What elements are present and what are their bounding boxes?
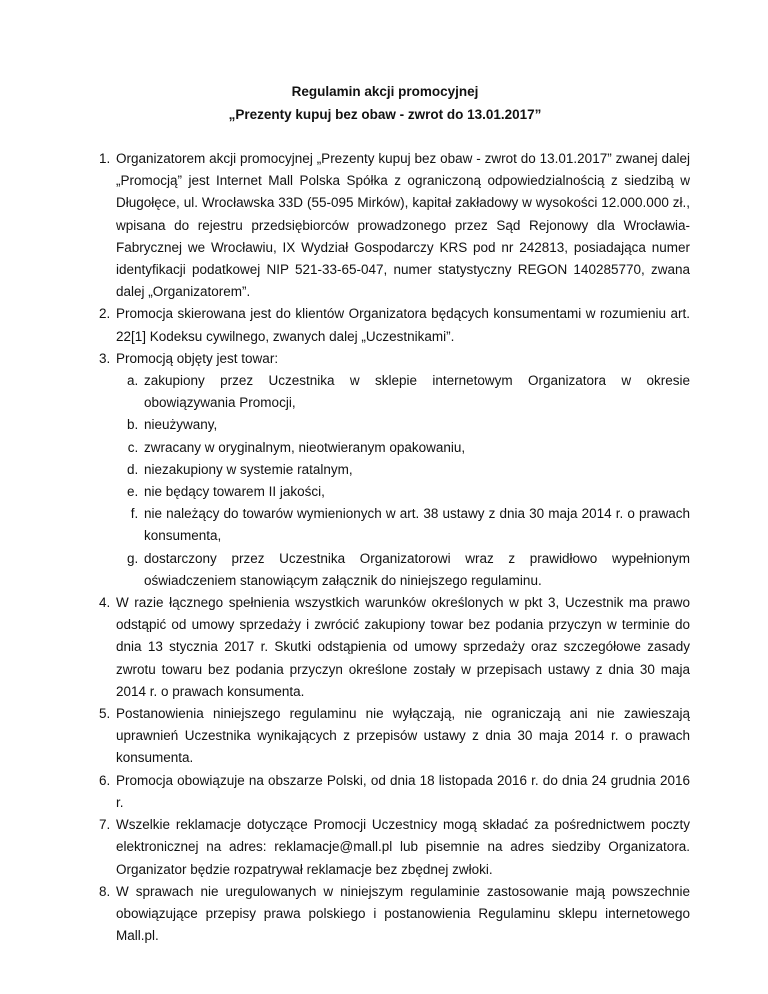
regulation-item-2: 2. Promocja skierowana jest do klientów Organizatora będących konsumentami w rozumieniu art. 22[1] Kodeksu cywilnego, zwanych dalej „Uczestnikami”. [114, 303, 690, 347]
condition-item-g: g. dostarczony przez Uczestnika Organizatorowi wraz z prawidłowo wypełnionym oświadczeniem stanowiącym załącznik do niniejszego regulaminu. [142, 548, 690, 592]
document-subtitle: „Prezenty kupuj bez obaw - zwrot do 13.01.2017” [228, 107, 542, 122]
title-block [80, 80, 690, 126]
regulation-item-1: 1. Organizatorem akcji promocyjnej „Prezenty kupuj bez obaw - zwrot do 13.01.2017” zwanej dalej „Promocją” jest Internet Mall Polska Spółka z ograniczoną odpowiedzialnością z siedzibą w Długołęce, ul. Wrocławska 33D (55-095 Mirków), kapitał zakładowy w wysokości 12.000.000 zł., wpisana do rejestru przedsiębiorców prowadzonego przez Sąd Rejonowy dla Wrocławia-Fabrycznej we Wrocławiu, IX Wydział Gospodarczy KRS pod nr 242813, posiadająca numer identyfikacji podatkowej NIP 521-33-65-047, numer statystyczny REGON 140285770, zwana dalej „Organizatorem”. [114, 148, 690, 303]
condition-item-f: f. nie należący do towarów wymienionych w art. 38 ustawy z dnia 30 maja 2014 r. o prawach konsumenta, [142, 503, 690, 547]
regulation-item-5: 5. Postanowienia niniejszego regulaminu nie wyłączają, nie ograniczają ani nie zawieszają uprawnień Uczestnika wynikających z przepisów ustawy z dnia 30 maja 2014 r. o prawach konsumenta. [114, 703, 690, 770]
regulation-item-4: 4. W razie łącznego spełnienia wszystkich warunków określonych w pkt 3, Uczestnik ma prawo odstąpić od umowy sprzedaży i zwrócić zakupiony towar bez podania przyczyn w terminie do dnia 13 stycznia 2017 r. Skutki odstąpienia od umowy sprzedaży oraz szczegółowe zasady zwrotu towaru bez podania przyczyn określone zostały w przepisach ustawy z dnia 30 maja 2014 r. o prawach konsumenta. [114, 592, 690, 703]
document-title: Regulamin akcji promocyjnej [291, 84, 479, 99]
condition-item-b: b. nieużywany, [142, 414, 690, 436]
condition-item-e: e. nie będący towarem II jakości, [142, 481, 690, 503]
condition-item-a: a. zakupiony przez Uczestnika w sklepie internetowym Organizatora w okresie obowiązywania Promocji, [142, 370, 690, 414]
regulation-item-3-text: Promocją objęty jest towar: [116, 350, 279, 366]
regulation-item-6: 6. Promocja obowiązuje na obszarze Polski, od dnia 18 listopada 2016 r. do dnia 24 grudnia 2016 r. [114, 770, 690, 814]
conditions-list [116, 370, 690, 592]
regulation-item-3 [114, 348, 690, 592]
condition-item-d: d. niezakupiony w systemie ratalnym, [142, 459, 690, 481]
regulation-list [80, 148, 690, 947]
regulation-item-8: 8. W sprawach nie uregulowanych w niniejszym regulaminie zastosowanie mają powszechnie obowiązujące przepisy prawa polskiego i postanowienia Regulaminu sklepu internetowego Mall.pl. [114, 881, 690, 948]
regulation-item-7: 7. Wszelkie reklamacje dotyczące Promocji Uczestnicy mogą składać za pośrednictwem poczty elektronicznej na adres: reklamacje@mall.pl lub pisemnie na adres siedziby Organizatora. Organizator będzie rozpatrywał reklamacje bez zbędnej zwłoki. [114, 814, 690, 881]
condition-item-c: c. zwracany w oryginalnym, nieotwieranym opakowaniu, [142, 437, 690, 459]
